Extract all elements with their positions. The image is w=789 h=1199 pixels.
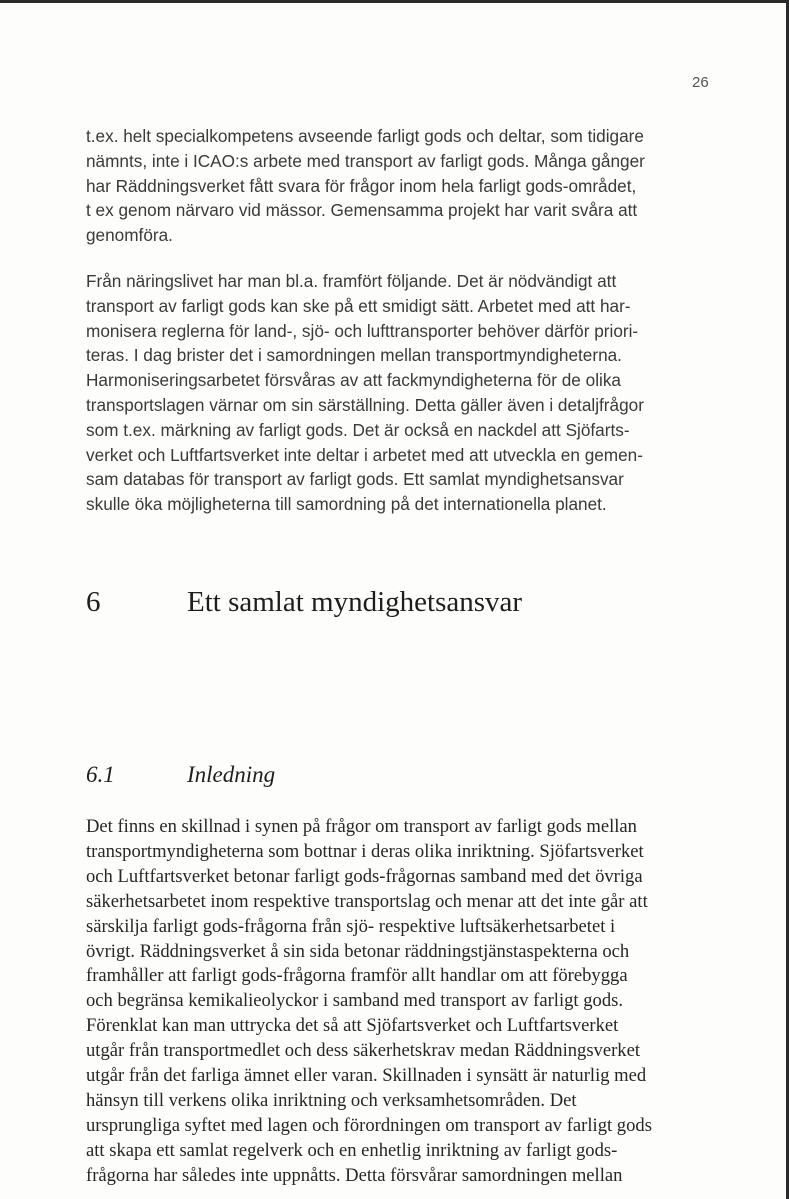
text-line: hänsyn till verkens olika inriktning och verksamhetsområden. Det — [86, 1089, 577, 1111]
page-number: 26 — [692, 74, 709, 91]
scan-top-border — [0, 0, 789, 3]
section-number: 6.1 — [86, 762, 115, 787]
text-line: monisera reglerna för land-, sjö- och lufttransporter behöver därför priori- — [86, 320, 639, 341]
text-line: transportmyndigheterna som bottnar i deras olika inriktning. Sjöfartsverket — [86, 840, 644, 862]
text-line: har Räddningsverket fått svara för frågor inom hela farligt gods-området, — [86, 175, 637, 196]
text-line: teras. I dag brister det i samordningen mellan transportmyndigheterna. — [86, 345, 622, 366]
text-line: utgår från det farliga ämnet eller varan. Skillnaden i synsätt är naturlig med — [86, 1065, 647, 1087]
text-line: och begränsa kemikalieolyckor i samband med transport av farligt gods. — [86, 990, 623, 1012]
paragraph-industry-views — [86, 269, 706, 517]
text-line: ursprungliga syftet med lagen och förordningen om transport av farligt gods — [86, 1114, 652, 1136]
text-line: framhåller att farligt gods-frågorna framför allt handlar om att förebygga — [86, 965, 628, 987]
paragraph-introduction — [86, 815, 706, 1189]
chapter-title: Ett samlat myndighetsansvar — [187, 586, 523, 618]
section-title: Inledning — [187, 762, 276, 787]
text-line: t ex genom närvaro vid mässor. Gemensamma projekt har varit svåra att — [86, 200, 638, 221]
text-line: genomföra. — [86, 225, 173, 246]
text-line: Från näringslivet har man bl.a. framfört följande. Det är nödvändigt att — [86, 271, 617, 291]
text-line: nämnts, inte i ICAO:s arbete med transport av farligt gods. Många gånger — [86, 150, 645, 171]
text-line: Förenklat kan man uttrycka det så att Sjöfartsverket och Luftfartsverket — [86, 1015, 619, 1037]
text-line: skulle öka möjligheterna till samordning på det internationella planet. — [86, 494, 607, 515]
paragraph-continuation — [86, 124, 706, 248]
text-line: sam databas för transport av farligt gods. Ett samlat myndighetsansvar — [86, 469, 624, 490]
text-line: t.ex. helt specialkompetens avseende farligt gods och deltar, som tidigare — [86, 126, 644, 146]
text-line: särskilja farligt gods-frågorna från sjö- respektive luftsäkerhetsarbetet i — [86, 915, 616, 937]
text-line: säkerhetsarbetet inom respektive transportslag och menar att det inte går att — [86, 890, 648, 912]
text-line: övrigt. Räddningsverket å sin sida betonar räddningstjänstaspekterna och — [86, 940, 630, 962]
text-line: verket och Luftfartsverket inte deltar i arbetet med att utveckla en gemen- — [86, 444, 643, 465]
text-line: som t.ex. märkning av farligt gods. Det är också en nackdel att Sjöfarts- — [86, 419, 630, 440]
text-line: transport av farligt gods kan ske på ett smidigt sätt. Arbetet med att har- — [86, 295, 631, 316]
text-line: och Luftfartsverket betonar farligt gods-frågornas samband med det övriga — [86, 865, 643, 887]
text-line: frågorna har således inte uppnåtts. Detta försvårar samordningen mellan — [86, 1164, 623, 1186]
text-line: att skapa ett samlat regelverk och en enhetlig inriktning av farligt gods- — [86, 1139, 618, 1161]
text-line: Harmoniseringsarbetet försvåras av att fackmyndigheterna för de olika — [86, 370, 621, 391]
text-line: Det finns en skillnad i synen på frågor om transport av farligt gods mellan — [86, 816, 637, 837]
text-line: utgår från transportmedlet och dess säkerhetskrav medan Räddningsverket — [86, 1040, 641, 1062]
text-line: transportslagen värnar om sin särställning. Detta gäller även i detaljfrågor — [86, 394, 644, 415]
chapter-number: 6 — [86, 586, 101, 618]
